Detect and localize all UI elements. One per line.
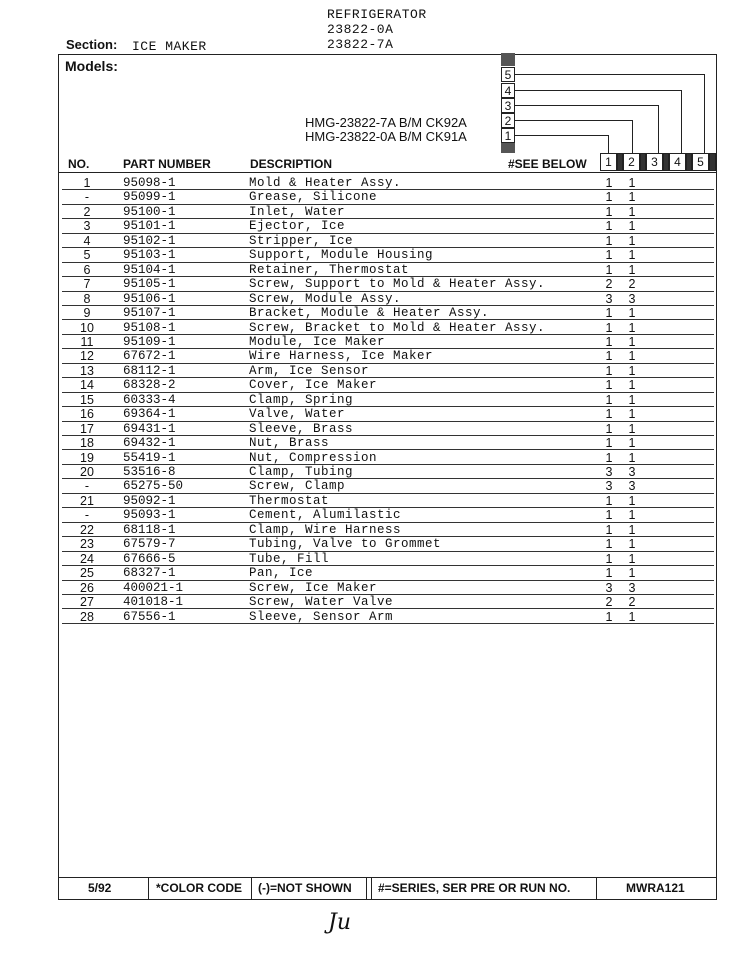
table-row bbox=[62, 190, 714, 204]
row-description: Nut, Brass bbox=[249, 436, 330, 451]
model-line-7a: HMG-23822-7A B/M CK92A bbox=[305, 115, 467, 130]
footer-divider bbox=[251, 877, 252, 900]
row-qty-series-2: 1 bbox=[628, 233, 636, 248]
row-qty-series-1: 1 bbox=[605, 493, 613, 508]
row-qty-series-2: 1 bbox=[628, 522, 636, 537]
row-part-number: 95100-1 bbox=[123, 204, 176, 219]
row-description: Screw, Support to Mold & Heater Assy. bbox=[249, 277, 546, 292]
row-qty-series-1: 1 bbox=[605, 320, 613, 335]
connector-5-down bbox=[704, 74, 705, 153]
row-part-number: 95106-1 bbox=[123, 291, 176, 306]
footer-divider bbox=[148, 877, 149, 900]
row-rule bbox=[62, 623, 714, 624]
row-qty-series-1: 3 bbox=[605, 479, 613, 494]
row-qty-series-2: 1 bbox=[628, 320, 636, 335]
row-description: Screw, Clamp bbox=[249, 479, 346, 494]
table-row bbox=[62, 537, 714, 551]
footer-date: 5/92 bbox=[88, 881, 112, 895]
row-description: Clamp, Wire Harness bbox=[249, 522, 402, 537]
row-qty-series-1: 1 bbox=[605, 508, 613, 523]
row-part-number: 95109-1 bbox=[123, 334, 176, 349]
row-qty-series-2: 1 bbox=[628, 219, 636, 234]
connector-1-down bbox=[608, 135, 609, 153]
footer-divider bbox=[596, 877, 597, 900]
row-qty-series-2: 2 bbox=[628, 595, 636, 610]
table-row bbox=[62, 292, 714, 306]
table-row bbox=[62, 306, 714, 320]
row-description: Ejector, Ice bbox=[249, 219, 346, 234]
connector-2 bbox=[515, 120, 632, 121]
section-label: Section: bbox=[66, 37, 118, 52]
row-description: Screw, Ice Maker bbox=[249, 580, 378, 595]
row-qty-series-2: 1 bbox=[628, 248, 636, 263]
row-item-number: 22 bbox=[80, 522, 94, 537]
column-see-below: #SEE BELOW bbox=[508, 157, 587, 171]
row-description: Grease, Silicone bbox=[249, 190, 378, 205]
row-qty-series-2: 1 bbox=[628, 421, 636, 436]
row-description: Screw, Module Assy. bbox=[249, 291, 402, 306]
row-description: Retainer, Thermostat bbox=[249, 262, 410, 277]
row-qty-series-2: 1 bbox=[628, 407, 636, 422]
row-qty-series-1: 1 bbox=[605, 334, 613, 349]
table-row bbox=[62, 205, 714, 219]
row-part-number: 53516-8 bbox=[123, 465, 176, 479]
row-qty-series-2: 1 bbox=[628, 262, 636, 277]
row-part-number: 68328-2 bbox=[123, 378, 176, 393]
row-qty-series-2: 3 bbox=[628, 465, 636, 479]
series-box-3: 3 bbox=[501, 98, 515, 113]
row-part-number: 68112-1 bbox=[123, 363, 176, 378]
row-item-number: - bbox=[84, 508, 90, 523]
row-qty-series-1: 1 bbox=[605, 522, 613, 537]
row-item-number: 15 bbox=[80, 392, 94, 407]
row-qty-series-1: 2 bbox=[605, 277, 613, 292]
connector-5 bbox=[515, 74, 704, 75]
row-qty-series-2: 3 bbox=[628, 479, 636, 494]
row-description: Tube, Fill bbox=[249, 551, 330, 566]
table-row bbox=[62, 263, 714, 277]
row-item-number: 26 bbox=[80, 580, 94, 595]
row-item-number: 5 bbox=[83, 248, 91, 263]
table-row bbox=[62, 234, 714, 248]
row-qty-series-1: 1 bbox=[605, 248, 613, 263]
row-qty-series-1: 1 bbox=[605, 392, 613, 407]
model-line-0a: HMG-23822-0A B/M CK91A bbox=[305, 129, 467, 144]
row-qty-series-1: 1 bbox=[605, 262, 613, 277]
table-row bbox=[62, 508, 714, 522]
row-qty-series-2: 1 bbox=[628, 378, 636, 393]
table-row bbox=[62, 321, 714, 335]
row-description: Arm, Ice Sensor bbox=[249, 363, 370, 378]
models-label: Models: bbox=[65, 58, 118, 74]
row-part-number: 401018-1 bbox=[123, 595, 184, 610]
table-row bbox=[62, 610, 714, 624]
model-number-7a: 23822-7A bbox=[327, 37, 394, 52]
row-qty-series-1: 1 bbox=[605, 190, 613, 205]
row-qty-series-1: 3 bbox=[605, 465, 613, 479]
row-item-number: 16 bbox=[80, 407, 94, 422]
row-part-number: 95102-1 bbox=[123, 233, 176, 248]
row-part-number: 95092-1 bbox=[123, 493, 176, 508]
row-description: Wire Harness, Ice Maker bbox=[249, 349, 434, 364]
row-qty-series-2: 1 bbox=[628, 551, 636, 566]
row-description: Clamp, Tubing bbox=[249, 465, 354, 479]
row-item-number: 6 bbox=[83, 262, 91, 277]
table-row bbox=[62, 494, 714, 508]
row-item-number: - bbox=[84, 190, 90, 205]
row-item-number: 1 bbox=[83, 176, 91, 190]
connector-4 bbox=[515, 90, 681, 91]
row-item-number: 13 bbox=[80, 363, 94, 378]
row-qty-series-1: 1 bbox=[605, 609, 613, 624]
table-row bbox=[62, 465, 714, 479]
row-description: Sleeve, Brass bbox=[249, 421, 354, 436]
series-box-4: 4 bbox=[501, 83, 515, 98]
row-qty-series-1: 1 bbox=[605, 204, 613, 219]
row-description: Pan, Ice bbox=[249, 566, 314, 581]
row-qty-series-1: 1 bbox=[605, 566, 613, 581]
row-description: Bracket, Module & Heater Assy. bbox=[249, 306, 490, 321]
row-part-number: 95098-1 bbox=[123, 176, 176, 190]
row-item-number: 14 bbox=[80, 378, 94, 393]
series-header-4: 4 bbox=[669, 153, 686, 171]
row-description: Support, Module Housing bbox=[249, 248, 434, 263]
footer-bar bbox=[58, 877, 717, 900]
row-part-number: 65275-50 bbox=[123, 479, 184, 494]
connector-3 bbox=[515, 105, 658, 106]
row-qty-series-1: 1 bbox=[605, 306, 613, 321]
row-description: Module, Ice Maker bbox=[249, 334, 386, 349]
handwritten-signature: Ju bbox=[328, 910, 351, 935]
footer-color-code: *COLOR CODE bbox=[156, 881, 243, 895]
row-part-number: 60333-4 bbox=[123, 392, 176, 407]
row-item-number: 4 bbox=[83, 233, 91, 248]
table-row bbox=[62, 378, 714, 392]
row-item-number: - bbox=[84, 479, 90, 494]
table-row bbox=[62, 407, 714, 421]
footer-not-shown: (-)=NOT SHOWN bbox=[258, 881, 352, 895]
connector-1 bbox=[515, 135, 608, 136]
row-description: Cover, Ice Maker bbox=[249, 378, 378, 393]
row-item-number: 23 bbox=[80, 537, 94, 552]
row-description: Mold & Heater Assy. bbox=[249, 176, 402, 190]
table-row bbox=[62, 436, 714, 450]
row-part-number: 95099-1 bbox=[123, 190, 176, 205]
footer-doc-code: MWRA121 bbox=[626, 881, 685, 895]
row-part-number: 68327-1 bbox=[123, 566, 176, 581]
row-item-number: 17 bbox=[80, 421, 94, 436]
row-item-number: 12 bbox=[80, 349, 94, 364]
row-qty-series-2: 1 bbox=[628, 508, 636, 523]
row-qty-series-2: 1 bbox=[628, 363, 636, 378]
row-description: Thermostat bbox=[249, 493, 330, 508]
row-qty-series-2: 1 bbox=[628, 392, 636, 407]
row-part-number: 55419-1 bbox=[123, 450, 176, 465]
row-description: Screw, Bracket to Mold & Heater Assy. bbox=[249, 320, 546, 335]
column-description: DESCRIPTION bbox=[250, 157, 333, 171]
row-item-number: 28 bbox=[80, 609, 94, 624]
row-qty-series-2: 1 bbox=[628, 349, 636, 364]
series-header-1: 1 bbox=[600, 153, 617, 171]
table-row bbox=[62, 523, 714, 537]
row-part-number: 69364-1 bbox=[123, 407, 176, 422]
footer-divider bbox=[366, 877, 367, 900]
row-qty-series-2: 3 bbox=[628, 580, 636, 595]
row-qty-series-2: 2 bbox=[628, 277, 636, 292]
row-part-number: 69432-1 bbox=[123, 436, 176, 451]
connector-4-down bbox=[681, 90, 682, 153]
row-part-number: 67672-1 bbox=[123, 349, 176, 364]
row-item-number: 19 bbox=[80, 450, 94, 465]
connector-2-down bbox=[632, 120, 633, 153]
table-row bbox=[62, 595, 714, 609]
row-description: Stripper, Ice bbox=[249, 233, 354, 248]
table-row bbox=[62, 364, 714, 378]
row-qty-series-1: 1 bbox=[605, 176, 613, 190]
row-item-number: 10 bbox=[80, 320, 94, 335]
series-header-5: 5 bbox=[692, 153, 709, 171]
table-row bbox=[62, 219, 714, 233]
table-row bbox=[62, 335, 714, 349]
table-row bbox=[62, 451, 714, 465]
table-row bbox=[62, 248, 714, 262]
row-qty-series-2: 1 bbox=[628, 493, 636, 508]
document-title: REFRIGERATOR bbox=[327, 7, 427, 22]
row-qty-series-2: 1 bbox=[628, 537, 636, 552]
row-qty-series-1: 1 bbox=[605, 378, 613, 393]
row-qty-series-2: 1 bbox=[628, 306, 636, 321]
footer-divider bbox=[371, 877, 372, 900]
row-description: Valve, Water bbox=[249, 407, 346, 422]
row-part-number: 68118-1 bbox=[123, 522, 176, 537]
row-qty-series-2: 3 bbox=[628, 291, 636, 306]
row-description: Sleeve, Sensor Arm bbox=[249, 609, 394, 624]
table-row bbox=[62, 393, 714, 407]
row-item-number: 18 bbox=[80, 436, 94, 451]
model-number-0a: 23822-0A bbox=[327, 22, 394, 37]
series-box-2: 2 bbox=[501, 113, 515, 128]
row-qty-series-1: 3 bbox=[605, 291, 613, 306]
row-part-number: 95108-1 bbox=[123, 320, 176, 335]
row-part-number: 69431-1 bbox=[123, 421, 176, 436]
column-part-number: PART NUMBER bbox=[123, 157, 211, 171]
row-description: Inlet, Water bbox=[249, 204, 346, 219]
row-qty-series-2: 1 bbox=[628, 190, 636, 205]
row-item-number: 11 bbox=[80, 334, 94, 349]
row-part-number: 95107-1 bbox=[123, 306, 176, 321]
row-item-number: 25 bbox=[80, 566, 94, 581]
row-qty-series-1: 1 bbox=[605, 436, 613, 451]
table-row bbox=[62, 479, 714, 493]
table-row bbox=[62, 581, 714, 595]
row-description: Clamp, Spring bbox=[249, 392, 354, 407]
column-no: NO. bbox=[68, 157, 90, 171]
footer-rule bbox=[58, 877, 717, 878]
row-description: Tubing, Valve to Grommet bbox=[249, 537, 442, 552]
row-qty-series-1: 2 bbox=[605, 595, 613, 610]
row-item-number: 27 bbox=[80, 595, 94, 610]
row-description: Screw, Water Valve bbox=[249, 595, 394, 610]
row-part-number: 95103-1 bbox=[123, 248, 176, 263]
row-qty-series-1: 1 bbox=[605, 421, 613, 436]
row-qty-series-2: 1 bbox=[628, 334, 636, 349]
row-qty-series-1: 1 bbox=[605, 233, 613, 248]
row-qty-series-1: 3 bbox=[605, 580, 613, 595]
footer-series-note: #=SERIES, SER PRE OR RUN NO. bbox=[378, 881, 571, 895]
table-row bbox=[62, 349, 714, 363]
row-item-number: 2 bbox=[83, 204, 91, 219]
table-row bbox=[62, 552, 714, 566]
row-description: Nut, Compression bbox=[249, 450, 378, 465]
row-item-number: 3 bbox=[83, 219, 91, 234]
table-row bbox=[62, 422, 714, 436]
row-part-number: 95093-1 bbox=[123, 508, 176, 523]
series-box-1: 1 bbox=[501, 128, 515, 143]
row-qty-series-1: 1 bbox=[605, 407, 613, 422]
row-qty-series-2: 1 bbox=[628, 609, 636, 624]
row-part-number: 67579-7 bbox=[123, 537, 176, 552]
series-header-divider bbox=[709, 153, 716, 171]
row-item-number: 20 bbox=[80, 465, 94, 479]
row-item-number: 21 bbox=[80, 493, 94, 508]
row-item-number: 9 bbox=[83, 306, 91, 321]
row-item-number: 7 bbox=[83, 277, 91, 292]
row-qty-series-1: 1 bbox=[605, 219, 613, 234]
row-qty-series-2: 1 bbox=[628, 436, 636, 451]
series-header-3: 3 bbox=[646, 153, 663, 171]
series-header-2: 2 bbox=[623, 153, 640, 171]
row-qty-series-1: 1 bbox=[605, 551, 613, 566]
row-qty-series-1: 1 bbox=[605, 537, 613, 552]
table-row bbox=[62, 566, 714, 580]
row-qty-series-1: 1 bbox=[605, 450, 613, 465]
row-part-number: 95101-1 bbox=[123, 219, 176, 234]
row-qty-series-2: 1 bbox=[628, 566, 636, 581]
row-description: Cement, Alumilastic bbox=[249, 508, 402, 523]
series-box-5: 5 bbox=[501, 67, 515, 82]
series-stack-cap bbox=[501, 53, 515, 66]
section-value: ICE MAKER bbox=[132, 39, 207, 54]
table-row bbox=[62, 176, 714, 190]
row-part-number: 400021-1 bbox=[123, 580, 184, 595]
row-part-number: 67666-5 bbox=[123, 551, 176, 566]
row-item-number: 24 bbox=[80, 551, 94, 566]
row-qty-series-2: 1 bbox=[628, 204, 636, 219]
row-part-number: 95104-1 bbox=[123, 262, 176, 277]
row-part-number: 95105-1 bbox=[123, 277, 176, 292]
header-rule bbox=[58, 172, 717, 173]
row-qty-series-1: 1 bbox=[605, 349, 613, 364]
row-item-number: 8 bbox=[83, 291, 91, 306]
connector-3-down bbox=[658, 105, 659, 153]
row-part-number: 67556-1 bbox=[123, 609, 176, 624]
row-qty-series-2: 1 bbox=[628, 450, 636, 465]
table-row bbox=[62, 277, 714, 291]
series-stack-base bbox=[501, 143, 515, 153]
row-qty-series-1: 1 bbox=[605, 363, 613, 378]
row-qty-series-2: 1 bbox=[628, 176, 636, 190]
